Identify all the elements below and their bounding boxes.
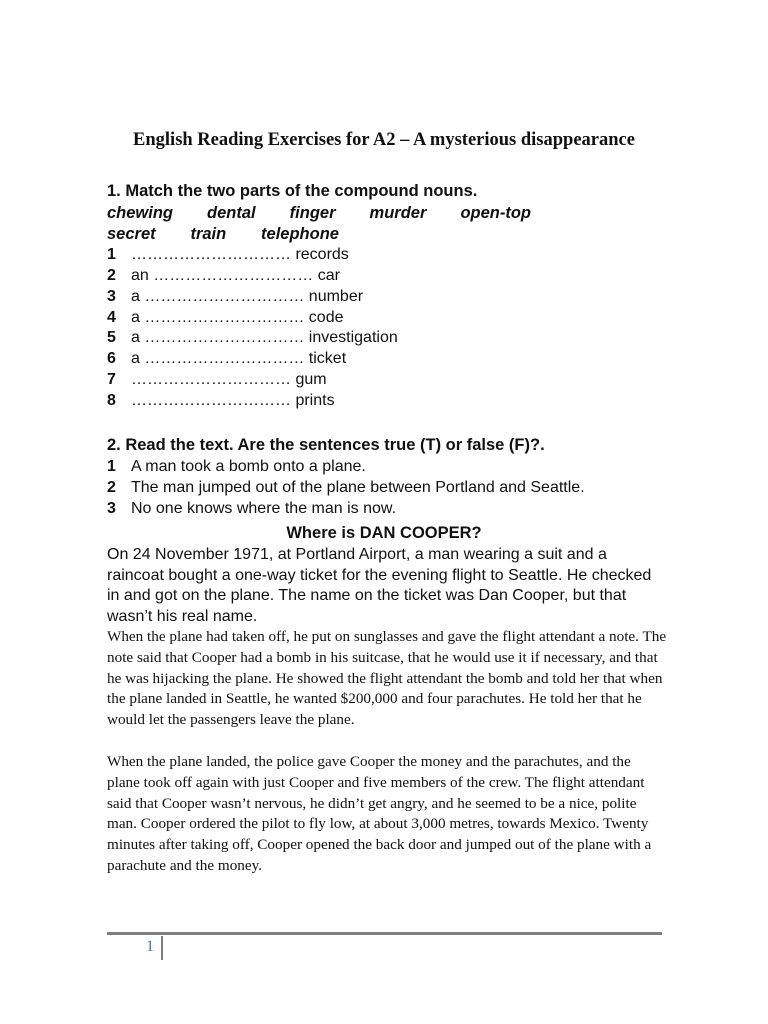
exercise1-item <box>107 307 343 328</box>
item-number: 3 <box>107 288 116 305</box>
exercise2-heading: 2. Read the text. Are the sentences true (T) or false (F)?. <box>107 436 545 454</box>
exercise2-item <box>107 477 585 498</box>
exercise1-item <box>107 286 363 307</box>
exercise1-item <box>107 348 346 369</box>
word-bank-item: open-top <box>460 204 531 222</box>
item-number: 6 <box>107 350 116 367</box>
item-text: a ………………………… ticket <box>131 350 347 367</box>
item-text: ………………………… gum <box>131 371 327 388</box>
word-bank-item: train <box>190 225 227 243</box>
item-text: ………………………… prints <box>131 392 335 409</box>
exercise2-item <box>107 456 366 477</box>
item-number: 2 <box>107 267 116 284</box>
item-number: 1 <box>107 246 116 263</box>
item-text: an ………………………… car <box>131 267 340 284</box>
story-paragraph-2: When the plane had taken off, he put on sunglasses and gave the flight attendant a note. The note said that Cooper had a bomb in his suitcase, that he would use it if necessary, and that he was hijacking the plane. He showed the flight attendant the bomb and told her that when the plane landed in Seattle, he wanted $200,000 and four parachutes. He told her that he would let the passengers leave the plane. <box>107 628 667 729</box>
word-bank-item: dental <box>207 204 256 222</box>
item-text: a ………………………… code <box>131 309 344 326</box>
item-number: 1 <box>107 458 116 475</box>
word-bank-item: secret <box>107 225 156 243</box>
page-title: English Reading Exercises for A2 – A mysterious disappearance <box>133 130 635 150</box>
page-number-divider <box>161 936 163 960</box>
exercise2-item <box>107 498 396 519</box>
item-text: A man took a bomb onto a plane. <box>131 458 366 475</box>
word-bank-item: murder <box>369 204 427 222</box>
item-number: 4 <box>107 309 116 326</box>
item-number: 2 <box>107 479 116 496</box>
exercise1-item <box>107 244 349 265</box>
word-bank-line-2 <box>107 225 339 244</box>
item-text: No one knows where the man is now. <box>131 500 397 517</box>
exercise1-item <box>107 390 335 411</box>
footer-divider <box>107 932 662 935</box>
story-paragraph-3: When the plane landed, the police gave Cooper the money and the parachutes, and the plane took off again with just Cooper and five members of the crew. The flight attendant said that Cooper wasn’t nervous, he didn’t get angry, and he seemed to be a nice, polite man. Cooper ordered the pilot to fly low, at about 3,000 metres, towards Mexico. Twenty minutes after taking off, Cooper opened the back door and jumped out of the plane with a parachute and the money. <box>107 753 652 874</box>
item-text: ………………………… records <box>131 246 349 263</box>
item-number: 7 <box>107 371 116 388</box>
page-number: 1 <box>146 938 154 955</box>
story-title: Where is DAN COOPER? <box>286 524 482 542</box>
story-paragraph-1: On 24 November 1971, at Portland Airport, a man wearing a suit and a raincoat bought a one-way ticket for the evening flight to Seattle. He checked in and got on the plane. The name on the ticket was Dan Cooper, but that wasn’t his real name. <box>107 546 652 625</box>
item-number: 3 <box>107 500 116 517</box>
item-number: 5 <box>107 329 116 346</box>
word-bank-item: chewing <box>107 204 174 222</box>
word-bank-line-1 <box>107 204 531 223</box>
exercise1-item <box>107 327 398 348</box>
item-text: a ………………………… investigation <box>131 329 398 346</box>
exercise1-item <box>107 369 327 390</box>
word-bank-item: telephone <box>261 225 339 243</box>
word-bank-item: finger <box>289 204 336 222</box>
exercise1-heading: 1. Match the two parts of the compound nouns. <box>107 182 478 200</box>
item-text: a ………………………… number <box>131 288 364 305</box>
item-text: The man jumped out of the plane between Portland and Seattle. <box>131 479 585 496</box>
item-number: 8 <box>107 392 116 409</box>
exercise1-item <box>107 265 340 286</box>
